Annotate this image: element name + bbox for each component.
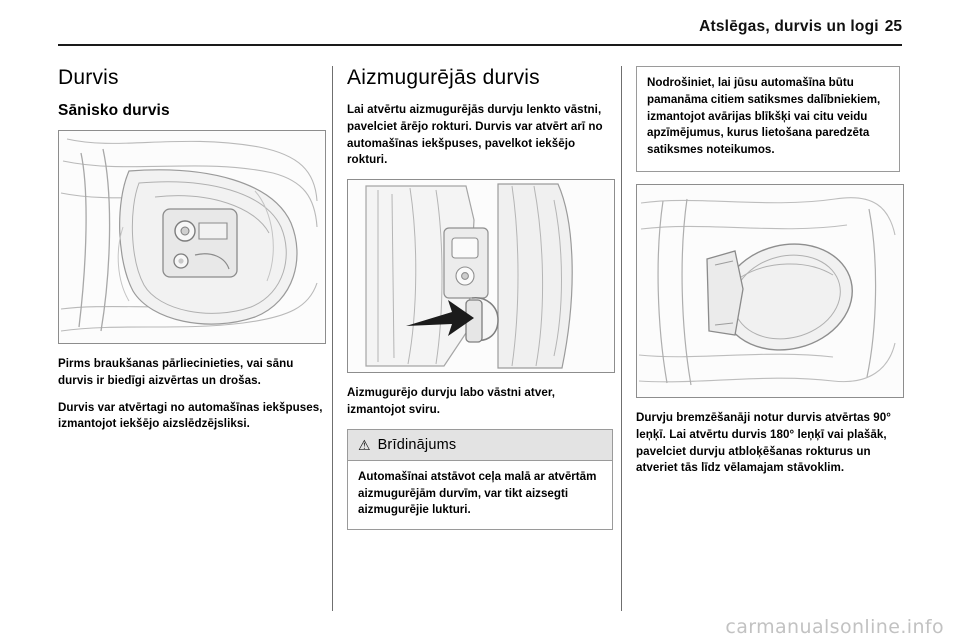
paragraph-rear-doors-intro: Lai atvērtu aizmugurējās durvju lenkto vāstni, pavelciet ārējo rokturi. Durvis var atvērt arī no automašīnas iekšpuses, pavelkot iekšējo rokturi. [347, 103, 603, 167]
section-title-rear-doors: Aizmugurējās durvis [347, 66, 540, 89]
page-number: 25 [884, 18, 902, 35]
warning-body [348, 461, 612, 529]
page-title: Atslēgas, durvis un logi [699, 18, 879, 35]
warning-text: Automašīnai atstāvot ceļa malā ar atvērtām aizmugurējām durvīm, var tikt aizsegti aizmugurējie lukturi. [358, 469, 597, 517]
section-title-doors: Durvis [58, 66, 119, 89]
paragraph-rear-doors-after-figure: Aizmugurējo durvju labo vāstni atver, izmantojot sviru. [347, 386, 556, 416]
note-text: Nodrošiniet, lai jūsu automašīna būtu pamanāma citiem satiksmes dalībniekiem, izmantojot avārijas blīkšķi vai citu veidu apzīmējumus, kurus lietošana paredzēta satiksmes noteikumos. [647, 76, 881, 157]
column-1 [58, 66, 324, 433]
column-divider-1 [332, 66, 333, 611]
page-header [58, 18, 902, 36]
column-2 [347, 66, 613, 530]
paragraph-door-hinge: Durvju bremzēšanāji notur durvis atvērtas 90° leņķī. Lai atvērtu durvis 180° leņķī vai plašāk, pavelciet durvju atbloķēšanas rokturus un atveriet tās līdz vēlamajam stāvoklim. [636, 410, 891, 475]
figure-side-door-latch [58, 130, 326, 344]
figure-rear-door-handle [347, 179, 615, 373]
header-divider [58, 44, 902, 46]
subsection-title-side-doors: Sānisko durvis [58, 102, 170, 119]
paragraph-side-doors-2: Durvis var atvērtagi no automašīnas iekšpuses, izmantojot iekšējo aizslēdzējsliksi. [58, 400, 323, 431]
column-divider-2 [621, 66, 622, 611]
paragraph-side-doors-1: Pirms braukšanas pārliecinieties, vai sānu durvis ir biedīgi aizvērtas un drošas. [58, 357, 294, 387]
watermark: carmanualsonline.info [725, 616, 944, 638]
warning-header [348, 430, 612, 461]
column-3 [636, 66, 902, 477]
warning-triangle-icon: ⚠ [358, 436, 371, 453]
figure-door-hinge [636, 184, 904, 398]
warning-box [347, 429, 613, 530]
note-box [636, 67, 900, 172]
warning-title: Brīdinājums [377, 436, 457, 453]
